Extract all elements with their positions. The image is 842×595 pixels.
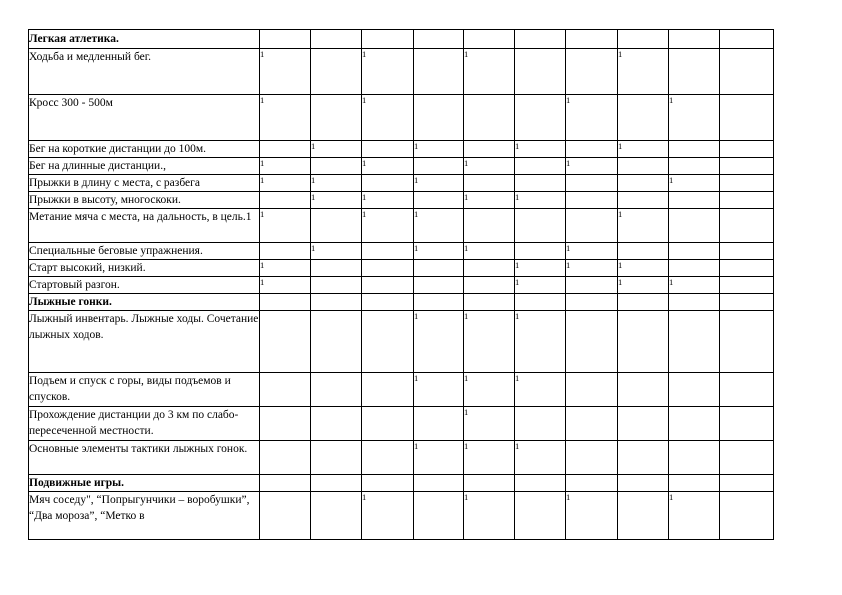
lesson-cell <box>566 407 618 441</box>
lesson-cell <box>720 175 774 192</box>
lesson-cell <box>566 175 618 192</box>
lesson-cell <box>311 441 362 475</box>
schedule-table-body <box>29 30 774 540</box>
lesson-cell: 1 <box>414 441 464 475</box>
lesson-cell <box>311 373 362 407</box>
lesson-cell: 1 <box>566 95 618 141</box>
lesson-cell <box>362 175 414 192</box>
lesson-cell <box>720 492 774 540</box>
table-row <box>29 158 774 175</box>
lesson-cell <box>464 141 515 158</box>
lesson-cell <box>362 260 414 277</box>
lesson-cell <box>669 475 720 492</box>
lesson-cell <box>260 294 311 311</box>
lesson-cell: 1 <box>260 175 311 192</box>
lesson-cell: 1 <box>515 311 566 373</box>
table-row <box>29 441 774 475</box>
topic-label: Бег на длинные дистанции., <box>29 158 260 175</box>
lesson-cell <box>566 441 618 475</box>
lesson-cell <box>566 209 618 243</box>
lesson-cell <box>515 175 566 192</box>
lesson-cell <box>618 475 669 492</box>
lesson-cell: 1 <box>260 209 311 243</box>
lesson-cell: 1 <box>311 175 362 192</box>
lesson-cell <box>566 294 618 311</box>
lesson-cell <box>515 294 566 311</box>
lesson-cell <box>311 260 362 277</box>
lesson-cell <box>515 492 566 540</box>
table-row <box>29 49 774 95</box>
lesson-cell <box>669 373 720 407</box>
lesson-cell <box>566 373 618 407</box>
lesson-cell <box>618 95 669 141</box>
lesson-cell: 1 <box>362 492 414 540</box>
topic-label: Основные элементы тактики лыжных гонок. <box>29 441 260 475</box>
lesson-cell: 1 <box>414 243 464 260</box>
lesson-cell <box>720 277 774 294</box>
topic-label: Прыжки в длину с места, с разбега <box>29 175 260 192</box>
lesson-cell <box>362 243 414 260</box>
lesson-cell <box>515 158 566 175</box>
lesson-cell <box>669 260 720 277</box>
lesson-cell <box>414 158 464 175</box>
topic-label: Старт высокий, низкий. <box>29 260 260 277</box>
lesson-cell: 1 <box>362 192 414 209</box>
lesson-cell <box>311 294 362 311</box>
lesson-cell <box>515 407 566 441</box>
lesson-cell <box>720 311 774 373</box>
lesson-cell <box>618 492 669 540</box>
lesson-cell <box>414 30 464 49</box>
lesson-cell <box>669 49 720 95</box>
lesson-cell <box>362 277 414 294</box>
lesson-cell <box>618 294 669 311</box>
lesson-cell <box>515 95 566 141</box>
lesson-cell: 1 <box>311 141 362 158</box>
lesson-cell: 1 <box>618 49 669 95</box>
lesson-cell <box>414 192 464 209</box>
section-title: Подвижные игры. <box>29 475 260 492</box>
lesson-cell: 1 <box>515 192 566 209</box>
topic-label: Подъем и спуск с горы, виды подъемов и спусков. <box>29 373 260 407</box>
lesson-cell <box>669 311 720 373</box>
lesson-cell <box>464 277 515 294</box>
lesson-cell <box>720 373 774 407</box>
lesson-cell: 1 <box>311 243 362 260</box>
lesson-cell <box>464 294 515 311</box>
lesson-cell <box>720 192 774 209</box>
lesson-cell <box>515 30 566 49</box>
lesson-cell <box>260 492 311 540</box>
table-row <box>29 175 774 192</box>
table-row <box>29 209 774 243</box>
lesson-cell: 1 <box>414 141 464 158</box>
lesson-cell <box>720 407 774 441</box>
lesson-cell <box>669 441 720 475</box>
lesson-cell <box>720 141 774 158</box>
lesson-cell <box>362 141 414 158</box>
lesson-cell: 1 <box>618 277 669 294</box>
lesson-cell <box>414 294 464 311</box>
lesson-cell <box>362 373 414 407</box>
schedule-table <box>28 29 774 540</box>
lesson-cell <box>618 243 669 260</box>
lesson-cell: 1 <box>464 243 515 260</box>
lesson-cell: 1 <box>669 277 720 294</box>
lesson-cell <box>362 475 414 492</box>
lesson-cell <box>311 49 362 95</box>
lesson-cell <box>566 311 618 373</box>
lesson-cell: 1 <box>515 373 566 407</box>
lesson-cell <box>669 407 720 441</box>
lesson-cell <box>618 192 669 209</box>
lesson-cell <box>362 311 414 373</box>
lesson-cell: 1 <box>566 260 618 277</box>
lesson-cell <box>260 243 311 260</box>
table-row <box>29 141 774 158</box>
lesson-cell <box>669 30 720 49</box>
lesson-cell <box>669 192 720 209</box>
lesson-cell: 1 <box>464 492 515 540</box>
lesson-cell <box>618 175 669 192</box>
lesson-cell <box>566 49 618 95</box>
lesson-cell: 1 <box>515 277 566 294</box>
lesson-cell <box>720 95 774 141</box>
lesson-cell: 1 <box>362 49 414 95</box>
lesson-cell <box>720 209 774 243</box>
lesson-cell: 1 <box>464 158 515 175</box>
lesson-cell <box>720 30 774 49</box>
topic-label: Кросс 300 - 500м <box>29 95 260 141</box>
lesson-cell: 1 <box>414 209 464 243</box>
lesson-cell <box>414 475 464 492</box>
lesson-cell <box>515 209 566 243</box>
lesson-cell <box>311 407 362 441</box>
lesson-cell <box>464 30 515 49</box>
section-title: Легкая атлетика. <box>29 30 260 49</box>
lesson-cell <box>464 95 515 141</box>
lesson-cell <box>311 277 362 294</box>
lesson-cell <box>464 209 515 243</box>
table-row <box>29 311 774 373</box>
lesson-cell <box>515 49 566 95</box>
table-row <box>29 407 774 441</box>
lesson-cell: 1 <box>260 277 311 294</box>
lesson-cell: 1 <box>311 192 362 209</box>
lesson-cell <box>720 441 774 475</box>
lesson-cell <box>362 407 414 441</box>
lesson-cell: 1 <box>260 158 311 175</box>
lesson-cell: 1 <box>618 260 669 277</box>
lesson-cell: 1 <box>669 492 720 540</box>
table-row <box>29 492 774 540</box>
lesson-cell <box>669 158 720 175</box>
lesson-cell <box>669 209 720 243</box>
lesson-cell <box>566 141 618 158</box>
lesson-cell: 1 <box>669 175 720 192</box>
lesson-cell <box>260 192 311 209</box>
lesson-cell <box>414 277 464 294</box>
lesson-cell: 1 <box>566 492 618 540</box>
lesson-cell <box>566 192 618 209</box>
lesson-cell: 1 <box>362 209 414 243</box>
lesson-cell: 1 <box>618 209 669 243</box>
topic-label: Прыжки в высоту, многоскоки. <box>29 192 260 209</box>
lesson-cell <box>260 475 311 492</box>
lesson-cell <box>618 311 669 373</box>
section-title: Лыжные гонки. <box>29 294 260 311</box>
topic-label: Стартовый разгон. <box>29 277 260 294</box>
lesson-cell: 1 <box>566 158 618 175</box>
lesson-cell: 1 <box>566 243 618 260</box>
lesson-cell <box>618 373 669 407</box>
lesson-cell <box>720 49 774 95</box>
lesson-cell <box>566 277 618 294</box>
lesson-cell <box>414 492 464 540</box>
table-row <box>29 260 774 277</box>
lesson-cell: 1 <box>414 373 464 407</box>
topic-label: Бег на короткие дистанции до 100м. <box>29 141 260 158</box>
lesson-cell: 1 <box>260 260 311 277</box>
lesson-cell <box>720 243 774 260</box>
table-row <box>29 373 774 407</box>
lesson-cell <box>464 175 515 192</box>
lesson-cell <box>260 441 311 475</box>
lesson-cell <box>618 407 669 441</box>
lesson-cell <box>362 294 414 311</box>
topic-label: Метание мяча с места, на дальность, в цель.1 <box>29 209 260 243</box>
lesson-cell <box>618 441 669 475</box>
section-header-row <box>29 475 774 492</box>
lesson-cell: 1 <box>464 311 515 373</box>
lesson-cell <box>362 30 414 49</box>
lesson-cell: 1 <box>260 49 311 95</box>
lesson-cell <box>464 475 515 492</box>
lesson-cell <box>414 260 464 277</box>
lesson-cell <box>720 475 774 492</box>
table-row <box>29 243 774 260</box>
lesson-cell: 1 <box>464 441 515 475</box>
lesson-cell: 1 <box>414 175 464 192</box>
section-header-row <box>29 30 774 49</box>
table-row <box>29 192 774 209</box>
lesson-cell <box>311 95 362 141</box>
lesson-cell <box>260 407 311 441</box>
lesson-cell <box>311 492 362 540</box>
topic-label: Специальные беговые упражнения. <box>29 243 260 260</box>
table-row <box>29 95 774 141</box>
lesson-cell <box>720 260 774 277</box>
lesson-cell <box>669 294 720 311</box>
lesson-cell <box>311 475 362 492</box>
lesson-cell <box>720 158 774 175</box>
lesson-cell <box>618 30 669 49</box>
lesson-cell: 1 <box>515 260 566 277</box>
lesson-cell: 1 <box>669 95 720 141</box>
lesson-cell <box>464 260 515 277</box>
lesson-cell: 1 <box>362 95 414 141</box>
lesson-cell <box>414 407 464 441</box>
lesson-cell <box>720 294 774 311</box>
lesson-cell <box>311 158 362 175</box>
lesson-cell: 1 <box>464 49 515 95</box>
lesson-cell: 1 <box>464 407 515 441</box>
lesson-cell <box>311 209 362 243</box>
lesson-cell: 1 <box>515 441 566 475</box>
section-header-row <box>29 294 774 311</box>
table-row <box>29 277 774 294</box>
lesson-cell <box>414 49 464 95</box>
lesson-cell: 1 <box>618 141 669 158</box>
lesson-cell <box>618 158 669 175</box>
topic-label: Мяч соседу", “Попрыгунчики – воробушки”, “Два мороза”, “Метко в <box>29 492 260 540</box>
lesson-cell <box>311 311 362 373</box>
lesson-cell <box>260 311 311 373</box>
lesson-cell <box>669 243 720 260</box>
topic-label: Лыжный инвентарь. Лыжные ходы. Сочетание лыжных ходов. <box>29 311 260 373</box>
lesson-cell <box>566 30 618 49</box>
lesson-cell <box>260 373 311 407</box>
lesson-cell: 1 <box>464 373 515 407</box>
lesson-cell: 1 <box>362 158 414 175</box>
lesson-cell <box>414 95 464 141</box>
lesson-cell: 1 <box>260 95 311 141</box>
lesson-cell <box>669 141 720 158</box>
lesson-cell <box>566 475 618 492</box>
lesson-cell <box>311 30 362 49</box>
topic-label: Прохождение дистанции до 3 км по слабо-пересеченной местности. <box>29 407 260 441</box>
lesson-cell: 1 <box>464 192 515 209</box>
lesson-cell <box>515 243 566 260</box>
lesson-cell <box>260 30 311 49</box>
lesson-cell <box>515 475 566 492</box>
lesson-cell <box>260 141 311 158</box>
topic-label: Ходьба и медленный бег. <box>29 49 260 95</box>
lesson-cell <box>362 441 414 475</box>
lesson-cell: 1 <box>515 141 566 158</box>
lesson-cell: 1 <box>414 311 464 373</box>
